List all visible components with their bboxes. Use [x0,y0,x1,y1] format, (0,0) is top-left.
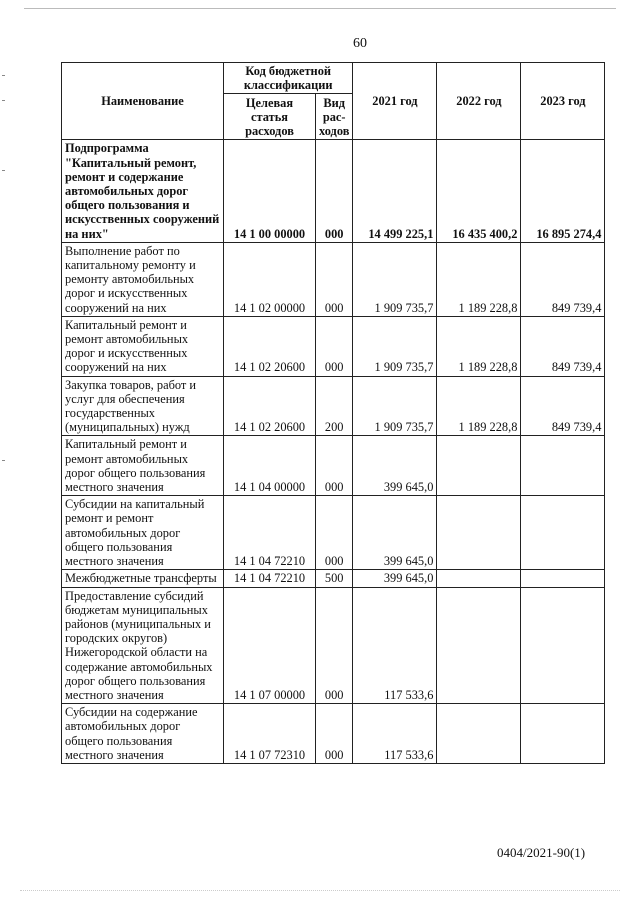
row-value-2022: 1 189 228,8 [437,242,521,316]
row-value-2022: 16 435 400,2 [437,140,521,242]
row-value-2021: 399 645,0 [353,570,437,587]
row-value-2022: 1 189 228,8 [437,376,521,436]
row-value-2021: 117 533,6 [353,587,437,704]
row-target-article: 14 1 07 00000 [224,587,316,704]
row-name: Субсидии на капитальный ремонт и ремонт автомобильных дорог общего пользования местного значения [62,496,224,570]
row-expense-type: 000 [316,496,353,570]
margin-mark [2,75,5,76]
table-row [62,316,605,376]
row-value-2023: 16 895 274,4 [521,140,605,242]
header-budget-code: Код бюджетной классификации [224,63,353,94]
row-name: Капитальный ремонт и ремонт автомобильных дорог и искусственных сооружений на них [62,316,224,376]
header-name: Наименование [62,63,224,140]
table-row [62,496,605,570]
row-value-2021: 1 909 735,7 [353,316,437,376]
row-value-2022 [437,587,521,704]
row-expense-type: 000 [316,316,353,376]
row-target-article: 14 1 04 00000 [224,436,316,496]
table-row [62,587,605,704]
table-row [62,140,605,242]
row-value-2022 [437,704,521,764]
row-target-article: 14 1 04 72210 [224,570,316,587]
table-row [62,570,605,587]
row-target-article: 14 1 00 00000 [224,140,316,242]
row-name: Закупка товаров, работ и услуг для обеспечения государственных (муниципальных) нужд [62,376,224,436]
row-expense-type: 000 [316,242,353,316]
top-edge-line [24,8,616,9]
margin-mark [2,100,5,101]
row-expense-type: 000 [316,436,353,496]
row-value-2021: 117 533,6 [353,704,437,764]
row-expense-type: 200 [316,376,353,436]
row-expense-type: 000 [316,587,353,704]
header-2022: 2022 год [437,63,521,140]
row-value-2023 [521,570,605,587]
table-row [62,376,605,436]
page-number: 60 [353,36,367,51]
table-row [62,436,605,496]
row-target-article: 14 1 02 20600 [224,376,316,436]
row-name: Предоставление субсидий бюджетам муниципальных районов (муниципальных и городских округов) Нижегородской области на содержание автомобильных дорог общего пользования местного значения [62,587,224,704]
row-value-2023 [521,496,605,570]
row-target-article: 14 1 04 72210 [224,496,316,570]
row-expense-type: 000 [316,704,353,764]
row-value-2023 [521,436,605,496]
row-value-2023 [521,587,605,704]
row-value-2021: 1 909 735,7 [353,242,437,316]
table-row [62,704,605,764]
row-value-2022 [437,496,521,570]
row-value-2023: 849 739,4 [521,242,605,316]
header-2021: 2021 год [353,63,437,140]
header-expense-type: Вид рас-ходов [316,94,353,140]
row-value-2023: 849 739,4 [521,376,605,436]
row-expense-type: 000 [316,140,353,242]
budget-table [61,62,605,764]
row-value-2022 [437,570,521,587]
table-row [62,242,605,316]
row-name: Межбюджетные трансферты [62,570,224,587]
margin-mark [2,170,5,171]
header-2023: 2023 год [521,63,605,140]
row-target-article: 14 1 07 72310 [224,704,316,764]
row-expense-type: 500 [316,570,353,587]
row-name: Субсидии на содержание автомобильных дорог общего пользования местного значения [62,704,224,764]
row-value-2023 [521,704,605,764]
row-name: Подпрограмма "Капитальный ремонт, ремонт и содержание автомобильных дорог общего пользования и искусственных сооружений на них" [62,140,224,242]
document-code: 0404/2021-90(1) [497,845,586,860]
row-value-2021: 399 645,0 [353,436,437,496]
row-value-2021: 14 499 225,1 [353,140,437,242]
row-target-article: 14 1 02 20600 [224,316,316,376]
row-value-2021: 1 909 735,7 [353,376,437,436]
scan-edge-line [20,890,620,891]
row-name: Капитальный ремонт и ремонт автомобильных дорог общего пользования местного значения [62,436,224,496]
row-name: Выполнение работ по капитальному ремонту и ремонту автомобильных дорог и искусственных сооружений на них [62,242,224,316]
row-value-2022: 1 189 228,8 [437,316,521,376]
header-target-article: Целевая статья расходов [224,94,316,140]
row-target-article: 14 1 02 00000 [224,242,316,316]
row-value-2023: 849 739,4 [521,316,605,376]
margin-mark [2,460,5,461]
row-value-2021: 399 645,0 [353,496,437,570]
row-value-2022 [437,436,521,496]
